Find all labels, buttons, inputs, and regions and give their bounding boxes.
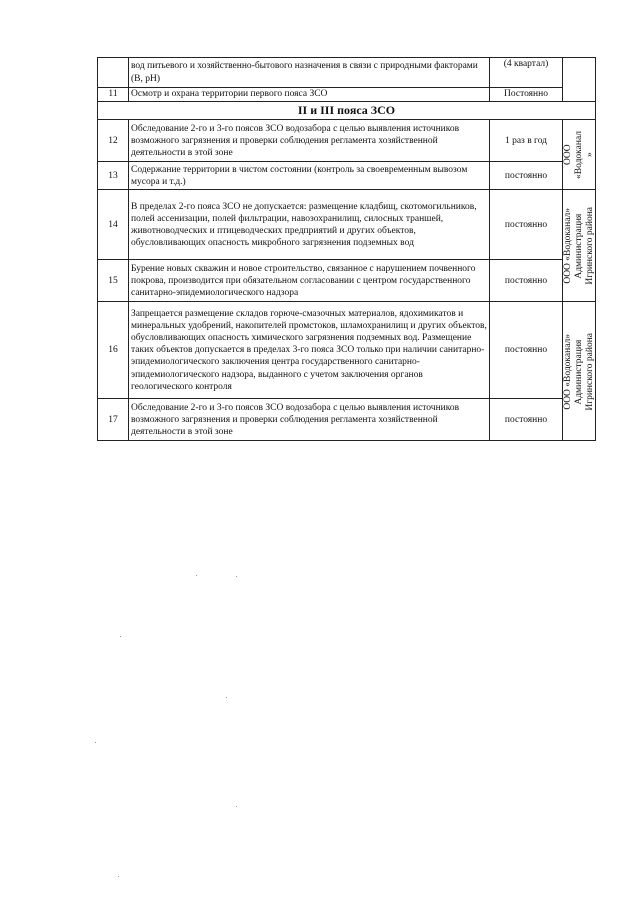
table-row	[98, 190, 596, 260]
row-description: Обследование 2-го и 3-го поясов ЗСО водозабора с целью выявления источников возможного загрязнения и проверки соблюдения регламента хозяйственной деятельности в этой зоне	[129, 120, 490, 162]
row-period: постоянно	[490, 399, 563, 441]
section-title: II и III пояса ЗСО	[98, 102, 596, 120]
table-row	[98, 399, 596, 441]
row-number: 15	[98, 260, 129, 302]
responsible-cell-empty	[563, 58, 596, 102]
row-period: постоянно	[490, 162, 563, 190]
row-number: 14	[98, 190, 129, 260]
row-number: 17	[98, 399, 129, 441]
responsible-text: ООО «Водоканал» Администрация Игринского района	[562, 332, 595, 411]
row-period: Постоянно	[490, 88, 563, 102]
responsible-cell	[563, 190, 596, 302]
row-description: Содержание территории в чистом состоянии (контроль за своевременным вывозом мусора и т.д.)	[129, 162, 490, 190]
plan-table	[97, 57, 596, 441]
table-row	[98, 88, 596, 102]
row-period: постоянно	[490, 302, 563, 399]
scan-speck	[95, 742, 96, 743]
table-row	[98, 162, 596, 190]
row-period: постоянно	[490, 260, 563, 302]
responsible-cell	[563, 120, 596, 190]
row-description: Бурение новых скважин и новое строительство, связанное с нарушением почвенного покрова, производится при обязательном согласовании с центром государственного санитарно-эпидемиологического надзора	[129, 260, 490, 302]
row-period: (4 квартал)	[490, 58, 563, 88]
row-number: 12	[98, 120, 129, 162]
table-row	[98, 58, 596, 88]
row-number: 13	[98, 162, 129, 190]
table-row	[98, 302, 596, 399]
row-description: Осмотр и охрана территории первого пояса ЗСО	[129, 88, 490, 102]
scan-speck	[236, 806, 237, 807]
row-description: В пределах 2-го пояса ЗСО не допускается: размещение кладбищ, скотомогильников, полей ассенизации, полей фильтрации, навозохранилищ, силосных траншей, животноводческих и птицеводческих предприятий и других объектов, обусловливающих опасность микробного загрязнения подземных вод	[129, 190, 490, 260]
table-row	[98, 260, 596, 302]
row-number	[98, 58, 129, 88]
responsible-text: ООО «Водоканал» Администрация Игринского района	[562, 207, 595, 285]
scan-speck	[226, 697, 227, 698]
scan-speck	[196, 575, 197, 576]
responsible-cell	[563, 302, 596, 441]
responsible-text: ООО «Водоканал »	[562, 130, 595, 179]
scan-speck	[120, 636, 121, 637]
scan-speck	[236, 576, 237, 577]
table-row	[98, 120, 596, 162]
row-description: вод питьевого и хозяйственно-бытового назначения в связи с природными факторами (В, pH)	[129, 58, 490, 88]
row-number: 11	[98, 88, 129, 102]
row-description: Обследование 2-го и 3-го поясов ЗСО водозабора с целью выявления источников возможного загрязнения и проверки соблюдения регламента хозяйственной деятельности в этой зоне	[129, 399, 490, 441]
row-description: Запрещается размещение складов горюче-смазочных материалов, ядохимикатов и минеральных удобрений, накопителей промстоков, шламохранилищ и других объектов, обусловливающих опасность химического загрязнения подземных вод. Размещение таких объектов допускается в пределах 3-го пояса ЗСО только при наличии санитарно-эпидемиологического заключения центра государственного санитарно-эпидемиологического надзора, выданного с учетом заключения органов геологического контроля	[129, 302, 490, 399]
section-header-row	[98, 102, 596, 120]
scan-speck	[118, 876, 119, 877]
row-period: постоянно	[490, 190, 563, 260]
row-period: 1 раз в год	[490, 120, 563, 162]
row-number: 16	[98, 302, 129, 399]
